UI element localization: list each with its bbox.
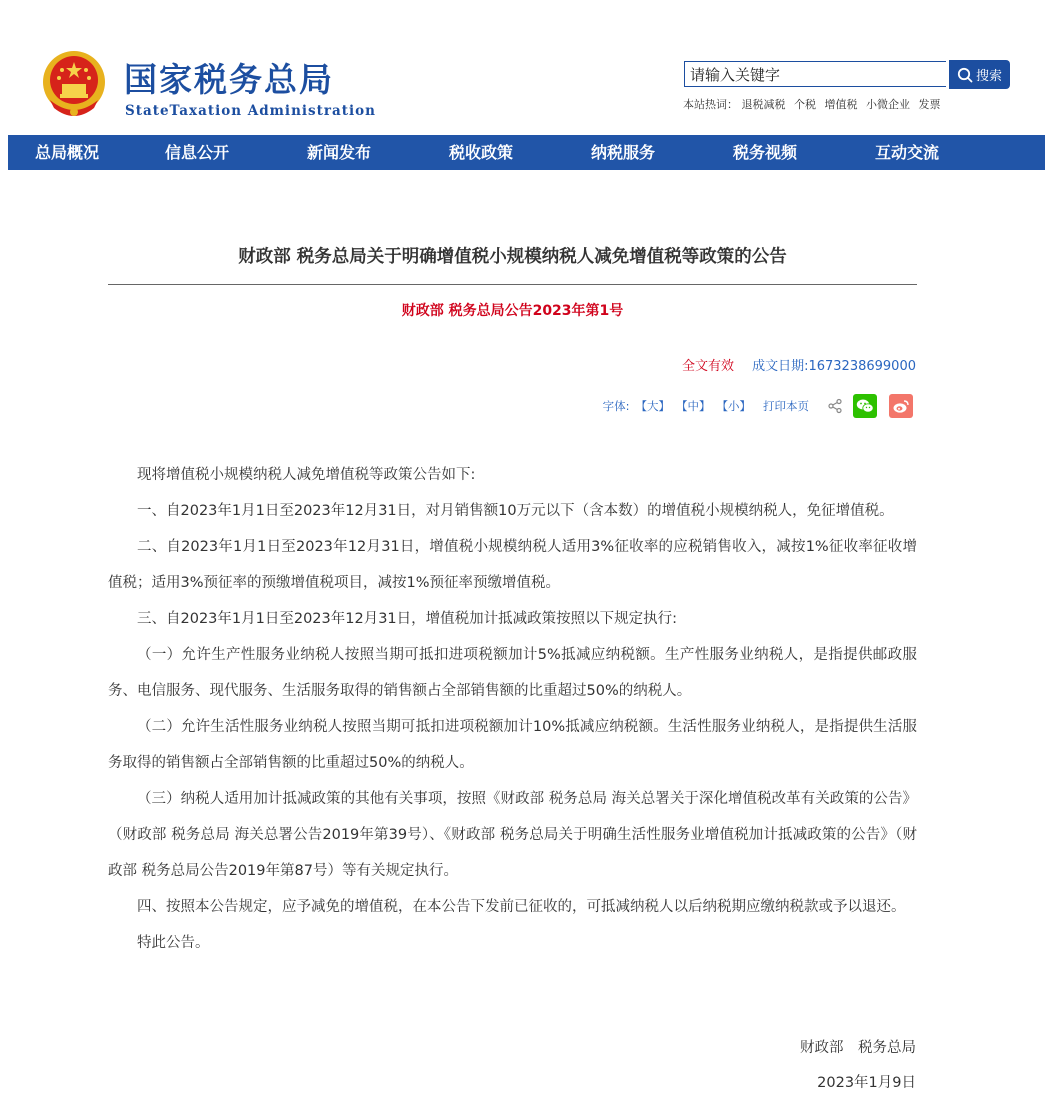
article-title: 财政部 税务总局关于明确增值税小规模纳税人减免增值税等政策的公告 [238,247,787,267]
document-number: 财政部 税务总局公告2023年第1号 [401,303,624,319]
font-size-label: 字体: [602,399,630,413]
hot-word-link[interactable]: 增值税 [824,98,858,111]
share-icon[interactable] [827,398,843,414]
article-paragraph: 现将增值税小规模纳税人减免增值税等政策公告如下: [137,467,476,483]
nav-item-news[interactable]: 新闻发布 [306,143,371,162]
article-paragraph: 二、自2023年1月1日至2023年12月31日，增值税小规模纳税人适用3%征收率的应税销售收入，减按1%征收率征收增值税；适用3%预征率的预缴增值税项目，减按1%预征率预缴增值税。 [108,539,917,591]
search-button[interactable] [949,60,1010,89]
site-header [0,0,1053,135]
nav-item-tax-policy[interactable]: 税收政策 [448,143,513,162]
hot-word-link[interactable]: 发票 [918,98,941,111]
print-button[interactable]: 打印本页 [763,399,809,413]
hot-word-link[interactable]: 退税减税 [741,98,786,111]
nav-item-interaction[interactable]: 互动交流 [874,143,939,162]
hot-words-label: 本站热词： [683,98,738,111]
article-paragraph: 四、按照本公告规定，应予减免的增值税，在本公告下发前已征收的，可抵减纳税人以后纳税期应缴纳税款或予以退还。 [137,899,906,915]
article-paragraph: （三）纳税人适用加计抵减政策的其他有关事项，按照《财政部 税务总局 海关总署关于深化增值税改革有关政策的公告》（财政部 税务总局 海关总署公告2019年第39号）、《财政部 税务总局关于明确生活性服务业增值税加计抵减政策的公告》（财政部 税务总局公告2019年第87号）等有关规定执行。 [108,791,917,879]
title-divider [108,284,917,285]
font-small-button[interactable]: 【小】 [716,399,751,413]
sign-date: 2023年1月9日 [817,1075,916,1091]
article-paragraph: （二）允许生活性服务业纳税人按照当期可抵扣进项税额加计10%抵减应纳税额。生活性服务业纳税人，是指提供生活服务取得的销售额占全部销售额的比重超过50%的纳税人。 [108,719,917,771]
article-tools [603,393,913,419]
signatory: 财政部 税务总局 [800,1040,916,1056]
hot-word-link[interactable]: 小微企业 [866,98,910,111]
nav-item-overview[interactable]: 总局概况 [34,143,99,162]
search-button-label: 搜索 [975,69,1002,84]
font-large-button[interactable]: 【大】 [635,399,670,413]
main-nav [8,135,1045,170]
article-paragraph: 特此公告。 [137,935,210,951]
article-paragraph: 一、自2023年1月1日至2023年12月31日，对月销售额10万元以下（含本数）的增值税小规模纳税人，免征增值税。 [137,503,894,519]
nav-item-taxpayer-service[interactable]: 纳税服务 [590,143,655,162]
search-icon [957,67,973,83]
national-emblem-icon [40,48,108,120]
wechat-share-icon[interactable] [853,394,877,418]
nav-item-tax-video[interactable]: 税务视频 [732,143,797,162]
nav-item-info-disclosure[interactable]: 信息公开 [164,143,229,162]
issue-date: 成文日期:1673238699000 [752,359,916,374]
hot-words [683,97,946,113]
article-paragraph: 三、自2023年1月1日至2023年12月31日，增值税加计抵减政策按照以下规定执行: [137,611,678,627]
weibo-share-icon[interactable] [889,394,913,418]
article-meta [682,357,916,377]
search-input[interactable] [684,61,946,87]
site-title-en[interactable]: StateTaxation Administration [125,103,376,119]
article-body [108,457,917,961]
hot-word-link[interactable]: 个税 [794,98,816,111]
site-title-cn[interactable]: 国家税务总局 [124,60,334,99]
font-medium-button[interactable]: 【中】 [676,399,711,413]
article-paragraph: （一）允许生产性服务业纳税人按照当期可抵扣进项税额加计5%抵减应纳税额。生产性服务业纳税人，是指提供邮政服务、电信服务、现代服务、生活服务取得的销售额占全部销售额的比重超过50%的纳税人。 [108,647,917,699]
validity-status: 全文有效 [681,359,734,374]
